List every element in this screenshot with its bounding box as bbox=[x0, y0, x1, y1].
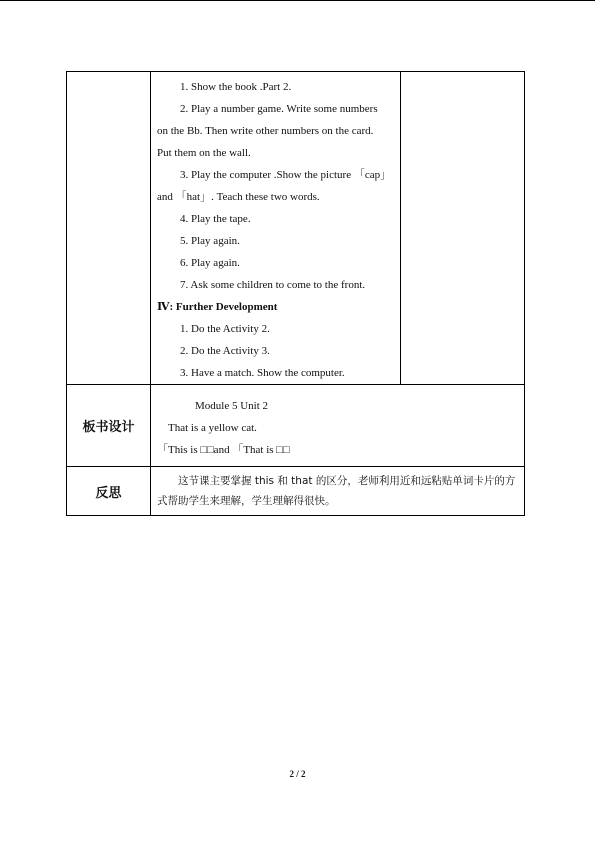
procedure-step: on the Bb. Then write other numbers on the card. bbox=[157, 125, 374, 137]
procedure-content-cell bbox=[151, 72, 401, 385]
board-sentence: That is a yellow cat. bbox=[168, 422, 257, 434]
reflection-row bbox=[67, 467, 525, 516]
lesson-plan-table bbox=[66, 71, 525, 516]
board-design-row bbox=[67, 385, 525, 467]
procedure-row bbox=[67, 72, 525, 385]
reflection-text: 这节课主要掌握 this 和 that 的区分，老师利用近和远粘贴单词卡片的方式帮助学生来理解，学生理解得很快。 bbox=[157, 475, 516, 507]
reflection-content bbox=[151, 467, 525, 516]
procedure-step: 1. Show the book .Part 2. bbox=[180, 81, 292, 93]
procedure-step: 3. Play the computer .Show the picture 「cap」 bbox=[180, 169, 392, 181]
board-design-content bbox=[151, 385, 525, 467]
procedure-step: 7. Ask some children to come to the front. bbox=[180, 279, 366, 291]
procedure-step: 2. Play a number game. Write some numbers bbox=[180, 103, 378, 115]
development-step: 2. Do the Activity 3. bbox=[180, 345, 270, 357]
page-number: 2 / 2 bbox=[289, 769, 306, 779]
reflection-label: 反思 bbox=[67, 467, 151, 516]
board-pattern: 「This is □□and 「That is □□ bbox=[157, 444, 290, 456]
procedure-step: 4. Play the tape. bbox=[180, 213, 251, 225]
board-design-label: 板书设计 bbox=[67, 385, 151, 467]
notes-cell bbox=[401, 72, 525, 385]
development-step: 1. Do the Activity 2. bbox=[180, 323, 270, 335]
board-title: Module 5 Unit 2 bbox=[195, 400, 269, 412]
development-step: 3. Have a match. Show the computer. bbox=[180, 367, 345, 379]
procedure-step: 5. Play again. bbox=[180, 235, 240, 247]
procedure-step: Put them on the wall. bbox=[157, 147, 251, 159]
section-heading: Ⅳ: Further Development bbox=[157, 301, 278, 313]
procedure-step: 6. Play again. bbox=[180, 257, 240, 269]
header-rule bbox=[0, 0, 595, 1]
procedure-step: and 「hat」. Teach these two words. bbox=[157, 191, 320, 203]
procedure-label-cell bbox=[67, 72, 151, 385]
